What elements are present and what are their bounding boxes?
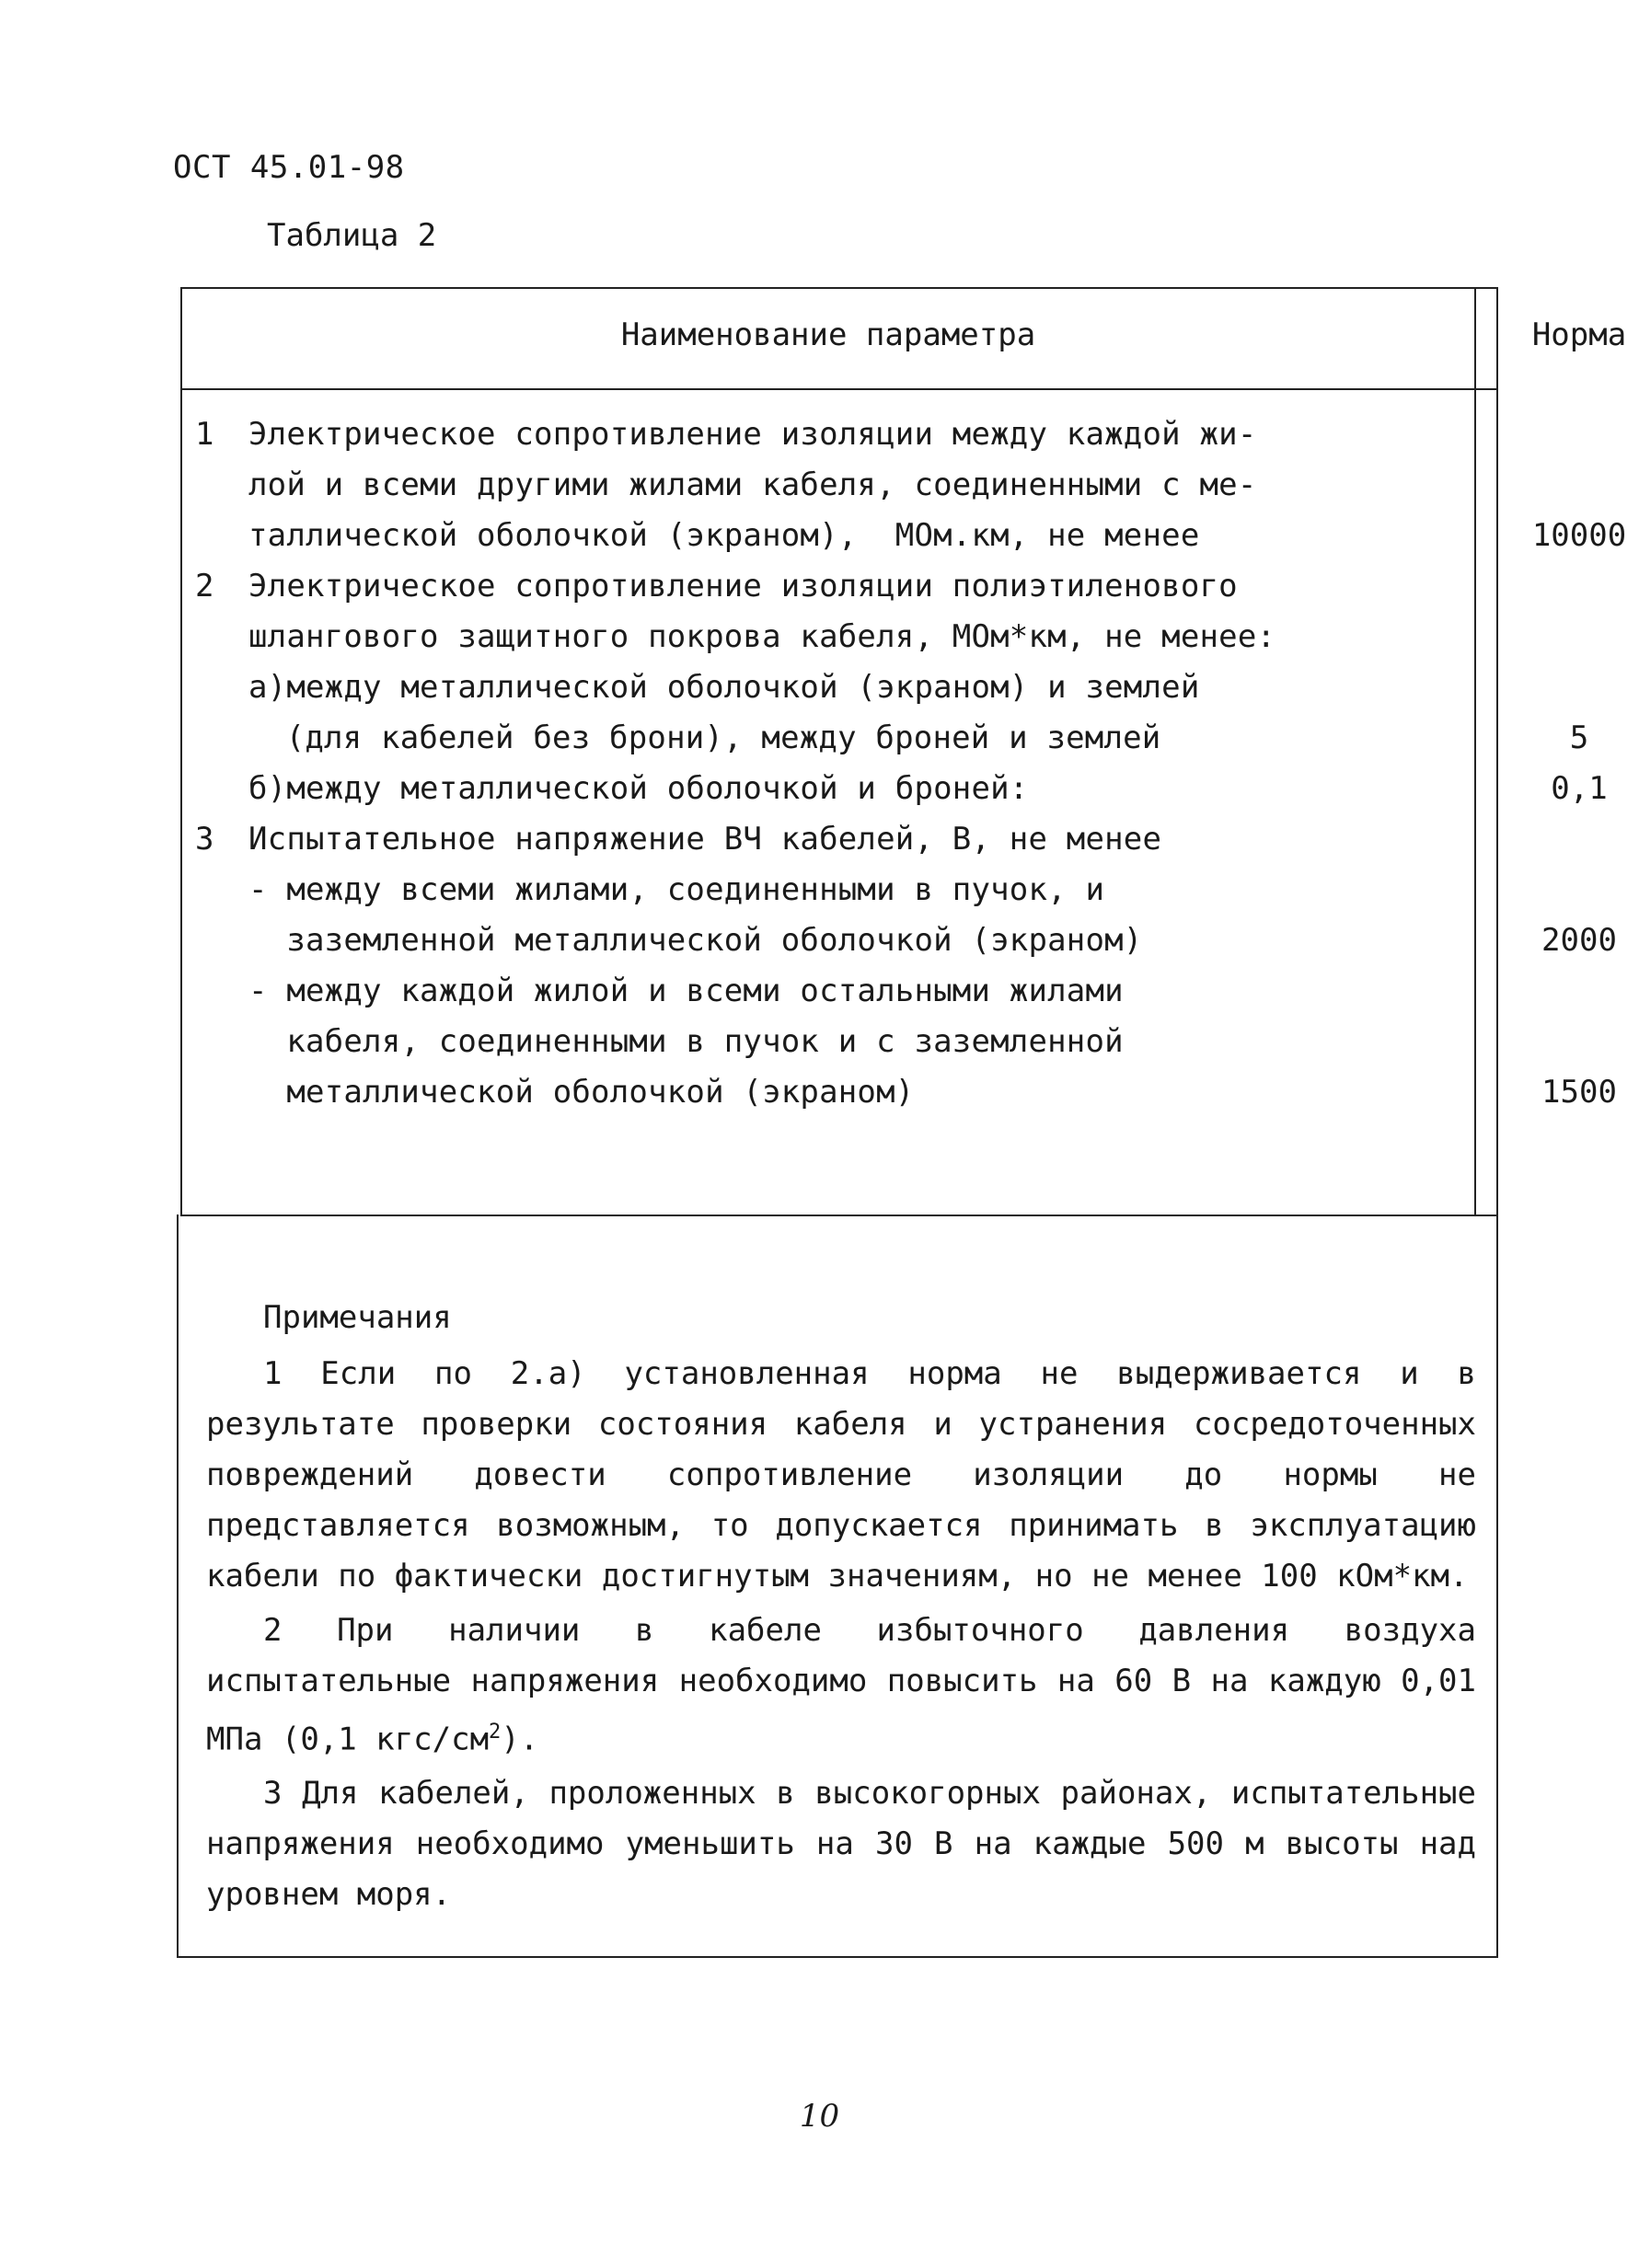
norm-value: 2000 xyxy=(1541,922,1617,959)
table-label: Таблица 2 xyxy=(267,217,437,254)
note-2-end: ). xyxy=(501,1721,539,1758)
norm-value: 10000 xyxy=(1531,517,1627,554)
norm-value: 1500 xyxy=(1541,1074,1617,1111)
row-text-line: - между всеми жилами, соединенными в пучок, и xyxy=(248,871,1105,908)
row-text-line: Электрическое сопротивление изоляции полиэтиленового xyxy=(248,568,1238,604)
row-text-line: таллической оболочкой (экраном), МОм.км, не менее xyxy=(248,517,1200,554)
notes-box xyxy=(177,1215,1498,1958)
parameters-table xyxy=(180,287,1627,1216)
note-1: 1 Если по 2.а) установленная норма не выдерживается и в результате проверки состояния кабеля и устранения сосредоточенных повреждений довести сопротивление изоляции до нормы не представляется возможным, то допускается принимать в эксплуатацию кабели по фактически достигнутым значениям, но не менее 100 кОм*км. xyxy=(206,1355,1476,1595)
notes-title: Примечания xyxy=(263,1299,452,1336)
row-text-line: - между каждой жилой и всеми остальными жилами xyxy=(248,973,1124,1009)
column-header-norm: Норма xyxy=(1531,317,1627,353)
row-text-line: металлической оболочкой (экраном) xyxy=(248,1074,915,1111)
column-header-parameter: Наименование параметра xyxy=(620,317,1036,353)
row-text-line: Испытательное напряжение ВЧ кабелей, В, не менее xyxy=(248,821,1162,858)
note-2 xyxy=(206,1606,1476,1765)
row-text-line: заземленной металлической оболочкой (экраном) xyxy=(248,922,1143,959)
row-number: 1 xyxy=(195,416,214,453)
row-number: 2 xyxy=(195,568,214,604)
row-text-line: а)между металлической оболочкой (экраном) и землей xyxy=(248,669,1200,706)
note-2-text: 2 При наличии в кабеле избыточного давления воздуха испытательные напряжения необходимо повысить на 60 В на каждую 0,01 МПа (0,1 кгс/см xyxy=(206,1612,1476,1758)
norm-value: 0,1 xyxy=(1551,770,1608,807)
note-3: 3 Для кабелей, проложенных в высокогорных районах, испытательные напряжения необходимо уменьшить на 30 В на каждые 500 м высоты над уровнем моря. xyxy=(206,1775,1476,1914)
header-divider xyxy=(182,388,1498,390)
row-number: 3 xyxy=(195,821,214,858)
row-text-line: шлангового защитного покрова кабеля, МОм*км, не менее: xyxy=(248,618,1276,655)
row-text-line: кабеля, соединенными в пучок и с заземленной xyxy=(248,1023,1124,1060)
norm-value: 5 xyxy=(1569,720,1589,756)
row-text-line: (для кабелей без брони), между броней и землей xyxy=(267,720,1161,756)
note-2-superscript: 2 xyxy=(489,1721,502,1744)
notes-section xyxy=(206,1299,1476,1924)
document-code: ОСТ 45.01-98 xyxy=(173,149,405,186)
row-text-line: Электрическое сопротивление изоляции между каждой жи- xyxy=(248,416,1257,453)
row-text-line: лой и всеми другими жилами кабеля, соединенными с ме- xyxy=(248,466,1257,503)
page-number: 10 xyxy=(799,2098,840,2135)
row-text-line: б)между металлической оболочкой и броней: xyxy=(248,770,1029,807)
